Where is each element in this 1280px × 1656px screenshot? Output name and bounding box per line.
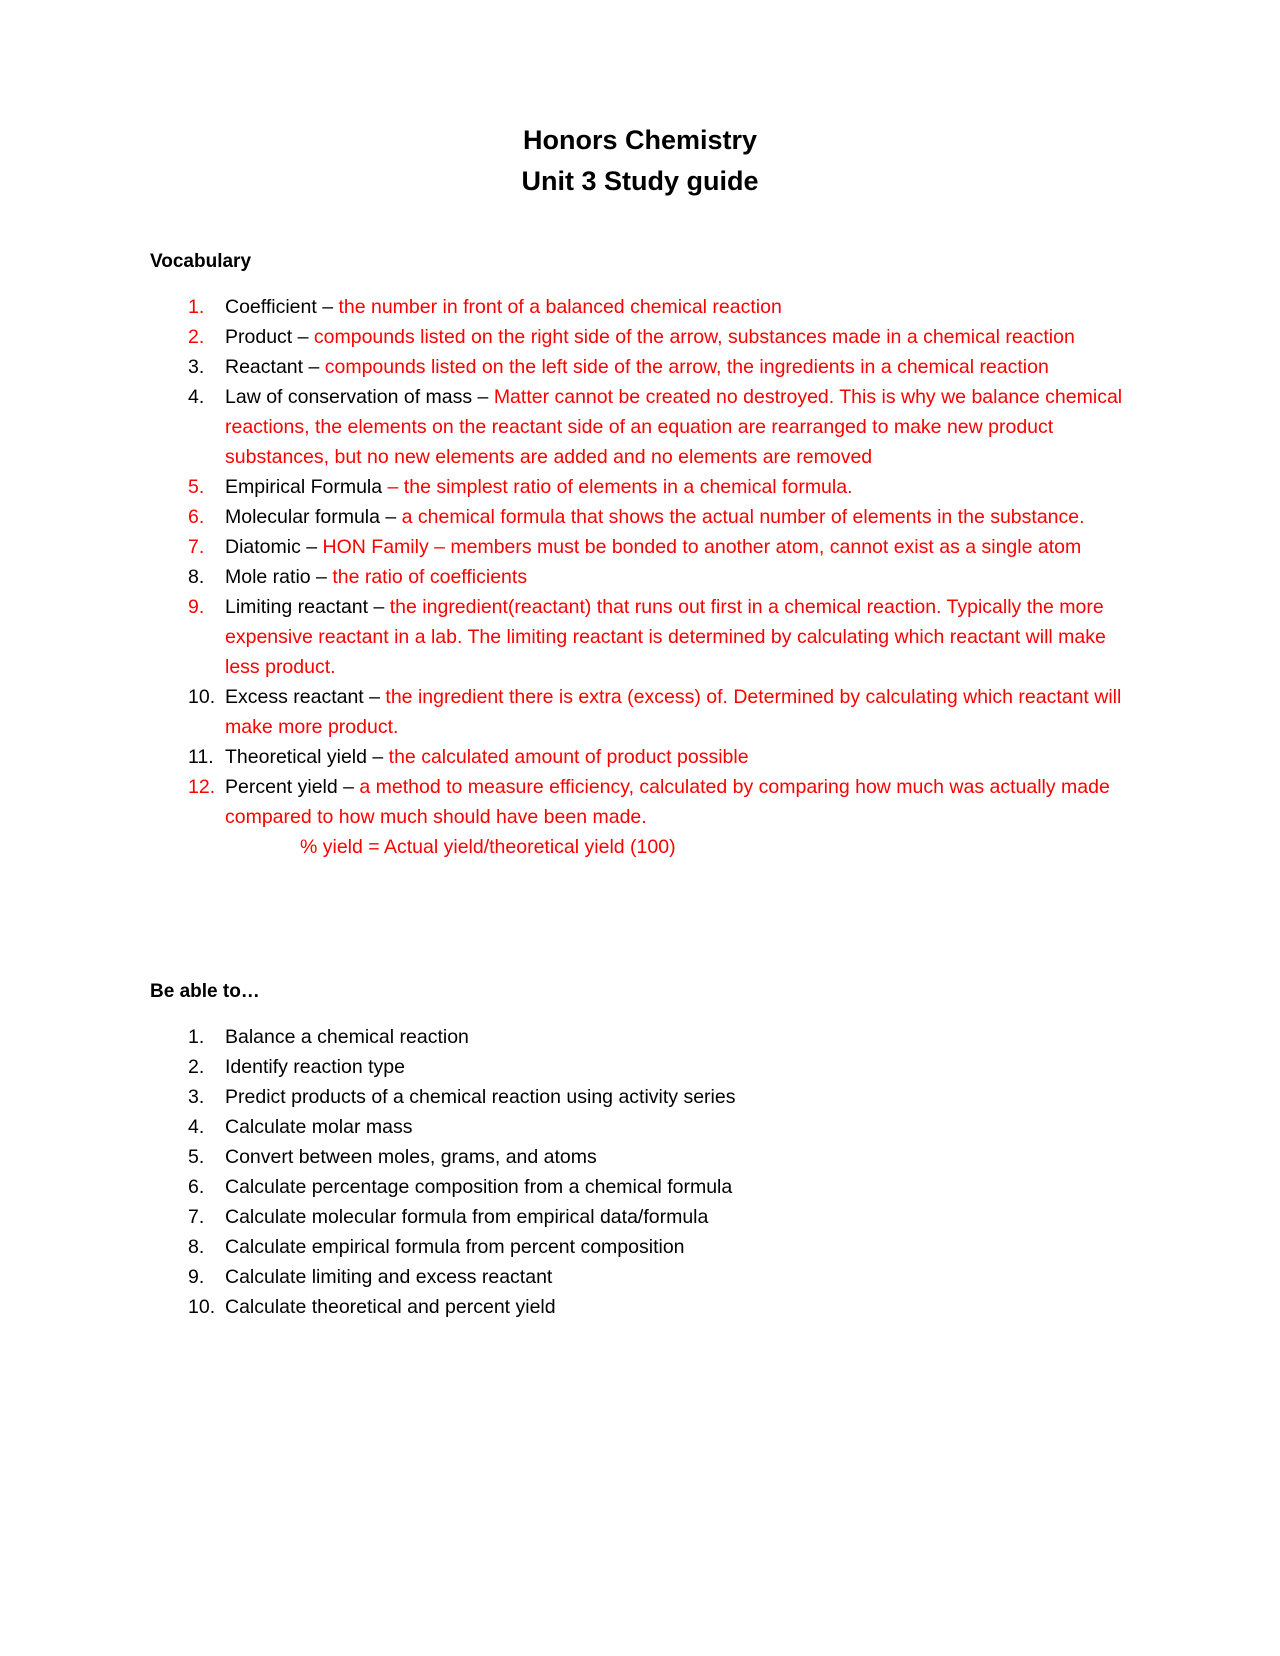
skill-item — [150, 1232, 1140, 1262]
item-number: 10. — [188, 1296, 216, 1318]
skill-item — [150, 1082, 1140, 1112]
item-number: 1. — [188, 296, 205, 318]
vocabulary-term: Percent yield – — [225, 776, 360, 798]
vocabulary-term: Product – — [225, 326, 314, 348]
item-number: 9. — [188, 1266, 205, 1288]
skill-text: Calculate limiting and excess reactant — [225, 1266, 553, 1288]
skill-text: Calculate molar mass — [225, 1116, 413, 1138]
item-number: 1. — [188, 1026, 205, 1048]
item-number: 12. — [188, 776, 216, 798]
skill-item — [150, 1172, 1140, 1202]
skill-item — [150, 1052, 1140, 1082]
title-line-1: Honors Chemistry — [522, 125, 758, 155]
vocabulary-list — [150, 292, 1140, 862]
vocabulary-item — [150, 352, 1140, 382]
percent-yield-formula: % yield = Actual yield/theoretical yield (100) — [300, 836, 676, 858]
vocabulary-item — [150, 772, 1140, 832]
item-number: 8. — [188, 566, 205, 588]
skill-item — [150, 1022, 1140, 1052]
vocabulary-item — [150, 742, 1140, 772]
skill-text: Calculate empirical formula from percent composition — [225, 1236, 685, 1258]
vocabulary-term: Molecular formula – — [225, 506, 402, 528]
vocabulary-term: Reactant – — [225, 356, 325, 378]
skill-text: Predict products of a chemical reaction using activity series — [225, 1086, 736, 1108]
vocabulary-item — [150, 592, 1140, 682]
vocabulary-definition: HON Family – members must be bonded to another atom, cannot exist as a single atom — [322, 536, 1082, 558]
item-number: 11. — [188, 746, 214, 768]
vocabulary-definition: the ratio of coefficients — [332, 566, 528, 588]
item-number: 5. — [188, 476, 205, 498]
vocabulary-item — [150, 292, 1140, 322]
item-number: 10. — [188, 686, 216, 708]
vocabulary-definition: – the simplest ratio of elements in a chemical formula. — [387, 476, 853, 498]
vocabulary-heading: Vocabulary — [150, 251, 252, 272]
vocabulary-item — [150, 472, 1140, 502]
item-number: 5. — [188, 1146, 205, 1168]
vocabulary-term: Excess reactant – — [225, 686, 386, 708]
skill-text: Calculate percentage composition from a chemical formula — [225, 1176, 733, 1198]
vocabulary-term: Theoretical yield – — [225, 746, 389, 768]
skill-item — [150, 1292, 1140, 1322]
vocabulary-term: Limiting reactant – — [225, 596, 390, 618]
vocabulary-definition: a method to measure efficiency, calculated by comparing how much was actually made compared to how much should have been made. — [225, 776, 1110, 828]
item-number: 7. — [188, 536, 205, 558]
skill-item — [150, 1202, 1140, 1232]
title-line-2: Unit 3 Study guide — [521, 166, 759, 196]
vocabulary-item — [150, 382, 1140, 472]
skill-item — [150, 1112, 1140, 1142]
vocabulary-definition: the ingredient there is extra (excess) of. Determined by calculating which reactant will make more product. — [225, 686, 1122, 738]
skill-text: Identify reaction type — [225, 1056, 405, 1078]
vocabulary-term: Law of conservation of mass – — [225, 386, 494, 408]
vocabulary-definition: compounds listed on the right side of the arrow, substances made in a chemical reaction — [313, 326, 1075, 348]
item-number: 7. — [188, 1206, 205, 1228]
vocabulary-definition: Matter cannot be created no destroyed. This is why we balance chemical reactions, the elements on the reactant side of an equation are rearranged to make new product substances, but no new elements are added and no elements are removed — [225, 386, 1123, 468]
vocabulary-definition: compounds listed on the left side of the arrow, the ingredients in a chemical reaction — [324, 356, 1049, 378]
item-number: 6. — [188, 1176, 205, 1198]
vocabulary-item — [150, 682, 1140, 742]
vocabulary-definition: a chemical formula that shows the actual number of elements in the substance. — [401, 506, 1085, 528]
skill-text: Balance a chemical reaction — [225, 1026, 469, 1048]
vocabulary-definition: the ingredient(reactant) that runs out first in a chemical reaction. Typically the more expensive reactant in a lab. The limiting reactant is determined by calculating which reactant will make less product. — [225, 596, 1106, 678]
vocabulary-term: Diatomic – — [225, 536, 323, 558]
item-number: 6. — [188, 506, 205, 528]
skill-item — [150, 1142, 1140, 1172]
vocabulary-definition: the number in front of a balanced chemical reaction — [338, 296, 782, 318]
vocabulary-term: Coefficient – — [225, 296, 339, 318]
vocabulary-item — [150, 562, 1140, 592]
item-number: 8. — [188, 1236, 205, 1258]
item-number: 9. — [188, 596, 205, 618]
item-number: 2. — [188, 1056, 205, 1078]
be-able-to-heading: Be able to… — [150, 981, 260, 1002]
vocabulary-term: Mole ratio – — [225, 566, 333, 588]
document-title — [0, 120, 1280, 202]
item-number: 4. — [188, 386, 205, 408]
skill-text: Calculate theoretical and percent yield — [225, 1296, 556, 1318]
vocabulary-definition: the calculated amount of product possible — [388, 746, 749, 768]
vocabulary-term: Empirical Formula — [225, 476, 388, 498]
item-number: 4. — [188, 1116, 205, 1138]
vocabulary-item — [150, 502, 1140, 532]
item-number: 3. — [188, 356, 205, 378]
skill-text: Convert between moles, grams, and atoms — [225, 1146, 597, 1168]
vocabulary-item — [150, 322, 1140, 352]
item-number: 2. — [188, 326, 205, 348]
be-able-to-list — [150, 1022, 1140, 1322]
skill-item — [150, 1262, 1140, 1292]
skill-text: Calculate molecular formula from empirical data/formula — [225, 1206, 709, 1228]
item-number: 3. — [188, 1086, 205, 1108]
vocabulary-item — [150, 532, 1140, 562]
